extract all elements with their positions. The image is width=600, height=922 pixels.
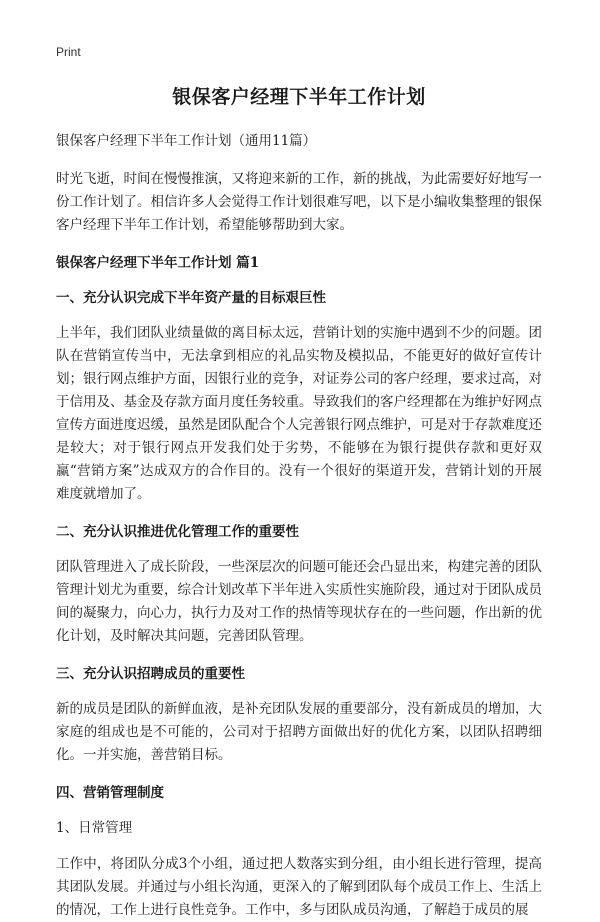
section-body-2: 团队管理进入了成长阶段，一些深层次的问题可能还会凸显出来，构建完善的团队管理计划尤为重要，综合计划改革下半年进入实质性实施阶段，通过对于团队成员间的凝聚力，向心力，执行力及对工作的热情等现状存在的一些问题，作出新的优化计划，及时解决其问题，完善团队管理。 [56,559,542,644]
section-heading-2: 二、充分认识推进优化管理工作的重要性 [56,524,299,540]
intro-paragraph: 时光飞逝，时间在慢慢推演，又将迎来新的工作，新的挑战，为此需要好好地写一份工作计划了。相信许多人会觉得工作计划很难写吧，以下是小编收集整理的银保客户经理下半年工作计划，希望能够帮助到大家。 [56,171,542,233]
document-title: 银保客户经理下半年工作计划 [172,86,426,108]
section-body-4: 工作中，将团队分成3个小组，通过把人数落实到分组，由小组长进行管理，提高其团队发展。并通过与小组长沟通，更深入的了解到团队每个成员工作上、生活上的情况，工作上进行良性竞争。工作中，多与团队成员沟通，了解趋于成员的展 [56,856,542,918]
part-heading: 银保客户经理下半年工作计划 篇1 [56,255,260,271]
subsection-heading: 1、日常管理 [56,820,133,836]
section-heading-1: 一、充分认识完成下半年资产量的目标艰巨性 [56,290,326,306]
document-subtitle: 银保客户经理下半年工作计划（通用11篇） [56,133,317,149]
section-body-3: 新的成员是团队的新鲜血液，是补充团队发展的重要部分，没有新成员的增加，大家庭的组成也是不可能的，公司对于招聘方面做出好的优化方案，以团队招聘细化。一并实施，善营销目标。 [56,701,542,763]
section-heading-4: 四、营销管理制度 [56,785,164,801]
section-body-1: 上半年，我们团队业绩量做的离目标太远，营销计划的实施中遇到不少的问题。团队在营销宣传当中，无法拿到相应的礼品实物及模拟品，不能更好的做好宣传计划；银行网点维护方面，因银行业的竞争，对证券公司的客户经理，要求过高，对于信用及、基金及存款方面月度任务较重。导致我们的客户经理都在为维护好网点宣传方面进度迟缓，虽然是团队配合个人完善银行网点维护，可是对于存款难度还是较大；对于银行网点开发我们处于劣势，不能够在为银行提供存款和更好双赢“营销方案”达成双方的合作目的。没有一个很好的渠道开发，营销计划的开展难度就增加了。 [56,325,542,502]
print-label[interactable]: Print [56,45,81,59]
section-heading-3: 三、充分认识招聘成员的重要性 [56,666,245,682]
